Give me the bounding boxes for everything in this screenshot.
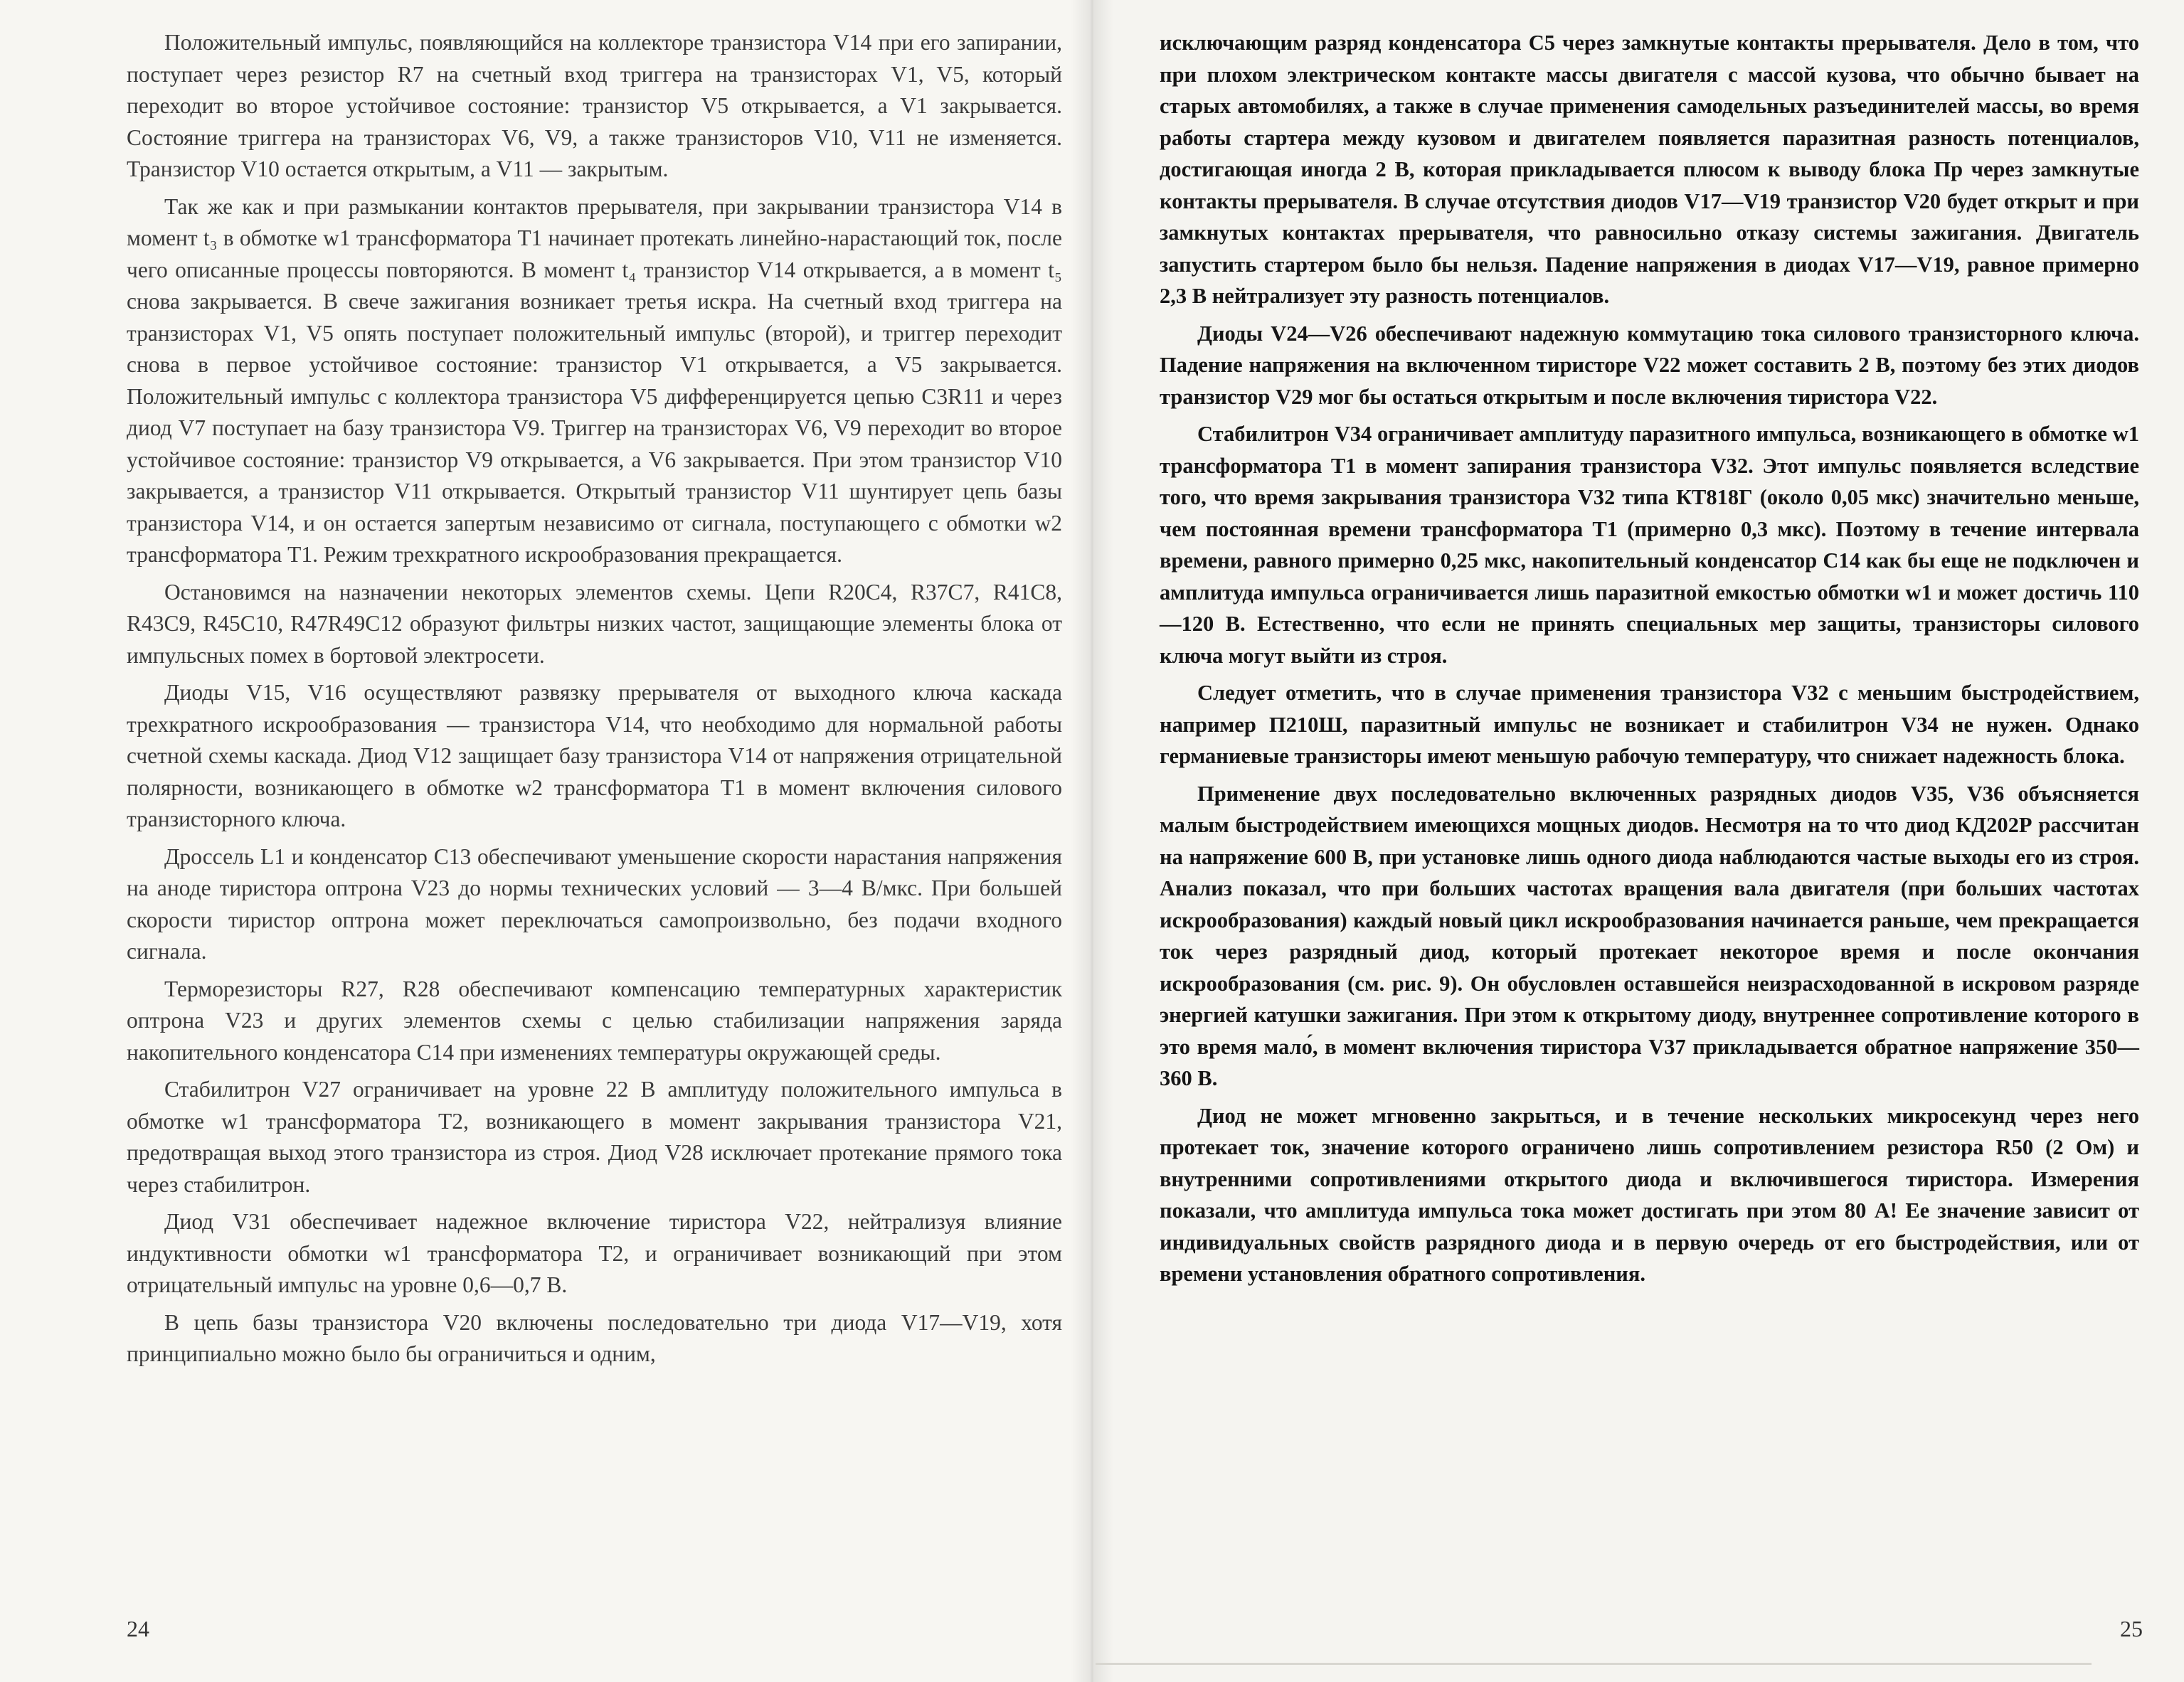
right-page-text	[1160, 27, 2139, 1296]
paragraph: Диоды V15, V16 осуществляют развязку прерывателя от выходного ключа каскада трехкратного искрообразования — транзистора V14, что необходимо для нормальной работы счетной схемы каскада. Диод V12 защищает базу транзистора V14 от напряжения отрицательной полярности, возникающего в обмотке w2 трансформатора T1 в момент включения силового транзисторного ключа.	[127, 680, 1062, 831]
paragraph: Диоды V24—V26 обеспечивают надежную коммутацию тока силового транзисторного ключа. Падение напряжения на включенном тиристоре V22 может составить 2 В, поэтому без этих диодов транзистор V29 мог бы остаться открытым и после включения тиристора V22.	[1160, 321, 2139, 409]
paragraph: Диод V31 обеспечивает надежное включение тиристора V22, нейтрализуя влияние индуктивности обмотки w1 трансформатора T2, и ограничивает возникающий при этом отрицательный импульс на уровне 0,6—0,7 В.	[127, 1209, 1062, 1297]
paragraph: Стабилитрон V27 ограничивает на уровне 22 В амплитуду положительного импульса в обмотке w1 трансформатора T2, возникающего в момент закрывания транзистора V21, предотвращая выход этого транзистора из строя. Диод V28 исключает протекание прямого тока через стабилитрон.	[127, 1077, 1062, 1197]
page-edge-line	[1096, 1663, 2092, 1665]
paragraph: Следует отметить, что в случае применения транзистора V32 с меньшим быстродействием, например П210Ш, паразитный импульс не возникает и стабилитрон V34 не нужен. Однако германиевые транзисторы имеют меньшую рабочую температуру, что снижает надежность блока.	[1160, 681, 2139, 768]
page-number-right: 25	[2120, 1616, 2143, 1641]
page-number-left: 24	[127, 1616, 149, 1641]
paragraph: Дроссель L1 и конденсатор C13 обеспечивают уменьшение скорости нарастания напряжения на аноде тиристора оптрона V23 до нормы технических условий — 3—4 В/мкс. При большей скорости тиристор оптрона может переключаться самопроизвольно, без подачи входного сигнала.	[127, 843, 1062, 964]
left-page-text	[127, 27, 1062, 1376]
paragraph: исключающим разряд конденсатора C5 через замкнутые контакты прерывателя. Дело в том, что при плохом электрическом контакте массы двигателя с массой кузова, что обычно бывает на старых автомобилях, а также в случае применения самодельных разъединителей массы, во время работы стартера между кузовом и двигателем появляется паразитная разность потенциалов, достигающая иногда 2 В, которая прикладывается плюсом к выводу блока Пр через замкнутые контакты прерывателя. В случае отсутствия диодов V17—V19 транзистор V20 будет открыт и при замкнутых контактах прерывателя, что равносильно отказу системы зажигания. Двигатель запустить стартером было бы нельзя. Падение напряжения в диодах V17—V19, равное примерно 2,3 В нейтрализует эту разность потенциалов.	[1160, 31, 2139, 308]
paragraph: Применение двух последовательно включенных разрядных диодов V35, V36 объясняется малым быстродействием имеющихся мощных диодов. Несмотря на то что диод КД202Р рассчитан на напряжение 600 В, при установке лишь одного диода наблюдаются частые выходы его из строя. Анализ показал, что при больших частотах вращения вала двигателя (при больших частотах искрообразования) каждый новый цикл искрообразования начинается раньше, чем прекращается ток через разрядный диод, который протекает некоторое время и после окончания искрообразования (см. рис. 9). Он обусловлен оставшейся неизрасходованной в искровом разряде энергией катушки зажигания. При этом к открытому диоду, внутреннее сопротивление которого в это время мало́, в момент включения тиристора V37 прикладывается обратное напряжение 350—360 В.	[1160, 781, 2139, 1090]
paragraph: Диод не может мгновенно закрыться, и в течение нескольких микросекунд через него протекает ток, значение которого ограничено лишь сопротивлением резистора R50 (2 Ом) и внутренними сопротивлениями открытого диода и включившегося тиристора. Измерения показали, что амплитуда импульса тока может достигать при этом 80 А! Ее значение зависит от индивидуальных свойств разрядного диода и в первую очередь от его быстродействия, или от времени установления обратного сопротивления.	[1160, 1103, 2139, 1286]
paragraph: Остановимся на назначении некоторых элементов схемы. Цепи R20C4, R37C7, R41C8, R43C9, R45C10, R47R49C12 образуют фильтры низких частот, защищающие элементы блока от импульсных помех в бортовой электросети.	[127, 579, 1062, 668]
right-page	[1092, 0, 2184, 1682]
paragraph: Стабилитрон V34 ограничивает амплитуду паразитного импульса, возникающего в обмотке w1 трансформатора T1 в момент запирания транзистора V32. Этот импульс появляется вследствие того, что время закрывания транзистора V32 типа КТ818Г (около 0,05 мкс) значительно меньше, чем постоянная времени трансформатора T1 (примерно 0,3 мкс). Поэтому в течение интервала времени, равного примерно 0,25 мкс, накопительный конденсатор C14 как бы еще не подключен и амплитуда импульса ограничивается лишь паразитной емкостью обмотки w1 и может достичь 110—120 В. Естественно, что если не принять специальных мер защиты, транзисторы силового ключа могут выйти из строя.	[1160, 422, 2139, 668]
paragraph: Терморезисторы R27, R28 обеспечивают компенсацию температурных характеристик оптрона V23 и других элементов схемы с целью стабилизации напряжения заряда накопительного конденсатора C14 при изменениях температуры окружающей среды.	[127, 976, 1062, 1065]
paragraph: В цепь базы транзистора V20 включены последовательно три диода V17—V19, хотя принципиально можно было бы ограничиться и одним,	[127, 1309, 1062, 1366]
paragraph: Положительный импульс, появляющийся на коллекторе транзистора V14 при его запирании, поступает через резистор R7 на счетный вход триггера на транзисторах V1, V5, который переходит во второе устойчивое состояние: транзистор V5 открывается, а V1 закрывается. Состояние триггера на транзисторах V6, V9, а также транзисторов V10, V11 не изменяется. Транзистор V10 остается открытым, а V11 — закрытым.	[127, 30, 1062, 181]
book-gutter	[1071, 0, 1113, 1682]
paragraph: Так же как и при размыкании контактов прерывателя, при закрывании транзистора V14 в момент t₃ в обмотке w1 трансформатора T1 начинает протекать линейно-нарастающий ток, после чего описанные процессы повторяются. В момент t₄ транзистор V14 открывается, а в момент t₅ снова закрывается. В свече зажигания возникает третья искра. На счетный вход триггера на транзисторах V1, V5 опять поступает положительный импульс (второй), и триггер переходит снова в первое устойчивое состояние: транзистор V1 открывается, а V5 закрывается. Положительный импульс с коллектора транзистора V5 дифференцируется цепью C3R11 и через диод V7 поступает на базу транзистора V9. Триггер на транзисторах V6, V9 переходит во второе устойчивое состояние: транзистор V9 открывается, а V6 закрывается. При этом транзистор V10 закрывается, а транзистор V11 открывается. Открытый транзистор V11 шунтирует цепь базы транзистора V14, и он остается запертым независимо от сигнала, поступающего с обмотки w2 трансформатора T1. Режим трехкратного искрообразования прекращается.	[127, 193, 1062, 567]
